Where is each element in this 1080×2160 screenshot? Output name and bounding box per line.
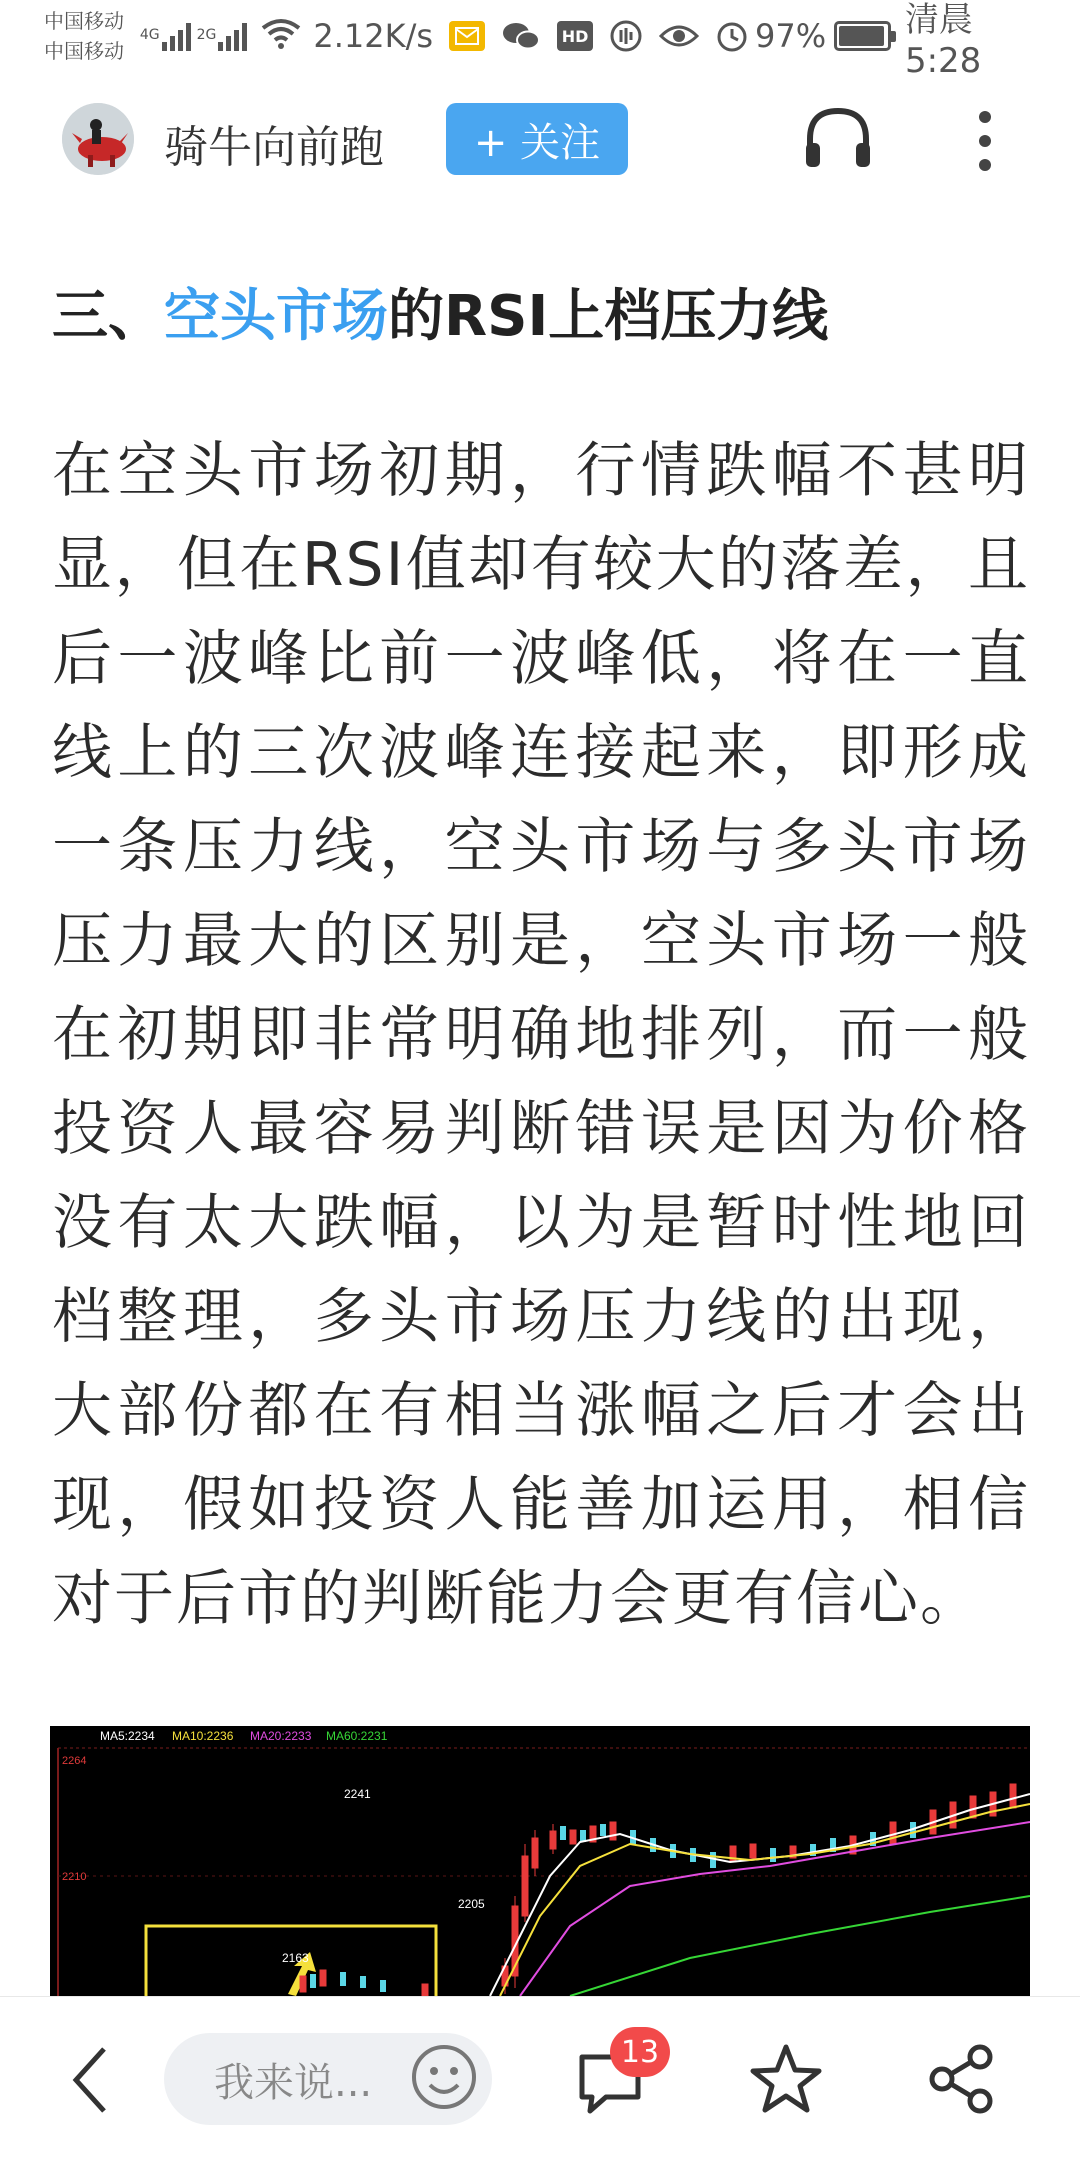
article-heading — [52, 272, 828, 352]
comment-count-badge: 13 — [610, 2027, 670, 2077]
bottom-action-bar — [0, 1996, 1080, 2160]
heading-keyword-link[interactable]: 空头市场 — [164, 284, 388, 349]
comment-placeholder: 我来说... — [214, 2059, 373, 2106]
ma-label: MA20:2233 — [250, 1729, 312, 1743]
carrier-1: 中国移动 — [44, 9, 124, 33]
clock: 清晨5:28 — [904, 0, 982, 81]
favorite-star-icon[interactable] — [748, 2041, 824, 2117]
network-speed: 2.12K/s — [313, 17, 434, 55]
chart-canvas — [50, 1726, 1030, 1996]
carrier-names — [44, 6, 134, 66]
alarm-icon — [715, 19, 749, 53]
price-tick: 2210 — [62, 1871, 87, 1883]
signal-icon — [197, 21, 248, 51]
headphones-icon[interactable] — [800, 101, 876, 177]
back-icon[interactable] — [70, 2045, 110, 2115]
battery-icon — [834, 21, 891, 51]
mail-icon — [449, 21, 485, 51]
follow-button[interactable]: + 关注 — [446, 103, 628, 175]
network-type-1: 4G — [139, 27, 160, 43]
ma-label: MA5:2234 — [100, 1729, 155, 1743]
carrier-2: 中国移动 — [44, 39, 124, 63]
wifi-icon — [261, 18, 301, 54]
wechat-icon — [501, 20, 541, 52]
article-header — [0, 95, 1080, 185]
author-name[interactable]: 骑牛向前跑 — [164, 122, 384, 173]
heading-prefix: 三、 — [52, 284, 164, 349]
more-options-icon[interactable] — [960, 111, 1010, 171]
avatar[interactable] — [62, 103, 134, 175]
emoji-icon[interactable] — [406, 2039, 482, 2115]
signal-icon — [140, 21, 191, 51]
heading-suffix: 的RSI上档压力线 — [388, 284, 829, 349]
data-saver-icon — [609, 19, 643, 53]
article-paragraph: 在空头市场初期，行情跌幅不甚明显，但在RSI值却有较大的落差，且后一波峰比前一波峰低，将在一直线上的三次波峰连接起来，即形成一条压力线，空头市场与多头市场压力最大的区别是，空头市场一般在初期即非常明确地排列，而一般投资人最容易判断错误是因为价格没有太大跌幅，以为是暂时性地回档整理，多头市场压力线的出现，大部份都在有相当涨幅之后才会出现，假如投资人能善加运用，相信对于后市的判断能力会更有信心。 — [52, 436, 1030, 1634]
hd-icon: HD — [557, 21, 593, 51]
price-annotation: 2241 — [344, 1787, 371, 1801]
network-type-2: 2G — [196, 27, 217, 43]
eye-icon — [659, 21, 699, 51]
price-annotation: 2163 — [282, 1951, 309, 1965]
battery-percent: 97% — [755, 17, 827, 55]
ma-label: MA60:2231 — [326, 1729, 388, 1743]
price-annotation: 2205 — [458, 1897, 485, 1911]
share-icon[interactable] — [924, 2041, 1000, 2117]
price-tick: 2264 — [62, 1755, 87, 1767]
status-bar — [0, 0, 1080, 81]
ma-label: MA10:2236 — [172, 1729, 234, 1743]
stock-chart-image[interactable] — [50, 1726, 1030, 1996]
